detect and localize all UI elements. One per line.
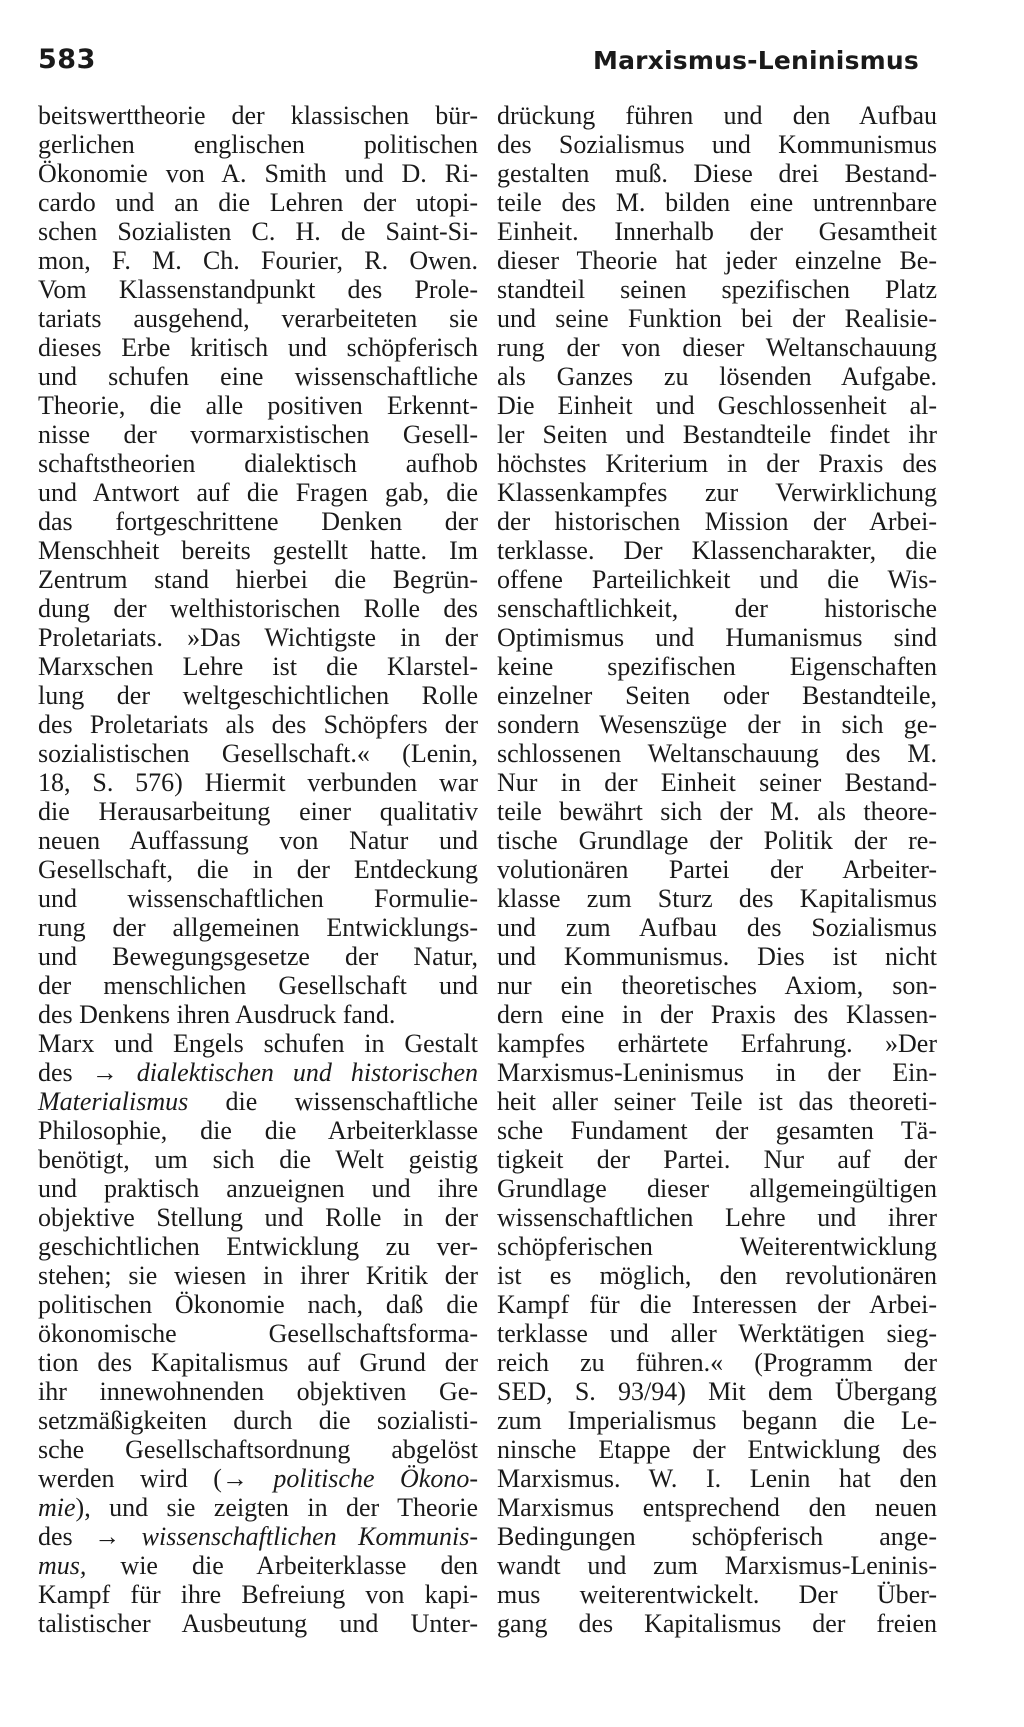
text-line: Theorie, die alle positiven Erkennt-	[38, 391, 478, 420]
text-line	[38, 1522, 478, 1551]
cross-reference-link[interactable]: mus,	[38, 1551, 87, 1580]
text-line: Proletariats. »Das Wichtigste in der	[38, 623, 478, 652]
text-line: der historischen Mission der Arbei-	[497, 507, 937, 536]
text-line: Bedingungen schöpferisch ange-	[497, 1522, 937, 1551]
text-line: ninsche Etappe der Entwicklung des	[497, 1435, 937, 1464]
text-line: politischen Ökonomie nach, daß die	[38, 1290, 478, 1319]
text-line: einzelner Seiten oder Bestandteile,	[497, 681, 937, 710]
text-line: und schufen eine wissenschaftliche	[38, 362, 478, 391]
text-line: geschichtlichen Entwicklung zu ver-	[38, 1232, 478, 1261]
text-line: Vom Klassenstandpunkt des Prole-	[38, 275, 478, 304]
text-line: dung der welthistorischen Rolle des	[38, 594, 478, 623]
text-line: dieses Erbe kritisch und schöpferisch	[38, 333, 478, 362]
text-line: setzmäßigkeiten durch die sozialisti-	[38, 1406, 478, 1435]
text-line: wissenschaftlichen Lehre und ihrer	[497, 1203, 937, 1232]
text-line: mon, F. M. Ch. Fourier, R. Owen.	[38, 246, 478, 275]
text-line: dieser Theorie hat jeder einzelne Be-	[497, 246, 937, 275]
text-line: und praktisch anzueignen und ihre	[38, 1174, 478, 1203]
text-line: des Sozialismus und Kommunismus	[497, 130, 937, 159]
text-line: ökonomische Gesellschaftsforma-	[38, 1319, 478, 1348]
text-line: als Ganzes zu lösenden Aufgabe.	[497, 362, 937, 391]
text-line: tion des Kapitalismus auf Grund der	[38, 1348, 478, 1377]
text-line: lung der weltgeschichtlichen Rolle	[38, 681, 478, 710]
text-line: sche Fundament der gesamten Tä-	[497, 1116, 937, 1145]
cross-reference-link[interactable]: Materialismus	[38, 1087, 189, 1116]
text-line: und Antwort auf die Fragen gab, die	[38, 478, 478, 507]
text-line: der menschlichen Gesellschaft und	[38, 971, 478, 1000]
text-line: schen Sozialisten C. H. de Saint-Si-	[38, 217, 478, 246]
text-line: und seine Funktion bei der Realisie-	[497, 304, 937, 333]
text-line: des Proletariats als des Schöpfers der	[38, 710, 478, 739]
text-line	[38, 1493, 478, 1522]
text-line: teile des M. bilden eine untrennbare	[497, 188, 937, 217]
text-line: gang des Kapitalismus der freien	[497, 1609, 937, 1638]
text-line: die Herausarbeitung einer qualitativ	[38, 797, 478, 826]
text-line: Marxismus-Leninismus in der Ein-	[497, 1058, 937, 1087]
text-line	[38, 1551, 478, 1580]
text-line	[38, 1464, 478, 1493]
text-line: schöpferischen Weiterentwicklung	[497, 1232, 937, 1261]
text-line: terklasse. Der Klassencharakter, die	[497, 536, 937, 565]
text-line: keine spezifischen Eigenschaften	[497, 652, 937, 681]
cross-reference-link[interactable]: mie	[38, 1493, 76, 1522]
text-line: nisse der vormarxistischen Gesell-	[38, 420, 478, 449]
text-line: klasse zum Sturz des Kapitalismus	[497, 884, 937, 913]
text-line: dern eine in der Praxis des Klassen-	[497, 1000, 937, 1029]
text-line: des Denkens ihren Ausdruck fand.	[38, 1000, 396, 1029]
text-line: ler Seiten und Bestandteile findet ihr	[497, 420, 937, 449]
text-line: objektive Stellung und Rolle in der	[38, 1203, 478, 1232]
text-line: beitswerttheorie der klassischen bür-	[38, 101, 478, 130]
text-line: 18, S. 576) Hiermit verbunden war	[38, 768, 478, 797]
text-line: kampfes erhärtete Erfahrung. »Der	[497, 1029, 937, 1058]
text-fragment: die wissenschaftliche	[225, 1087, 478, 1116]
text-line: gerlichen englischen politischen	[38, 130, 478, 159]
text-line: heit aller seiner Teile ist das theoreti-	[497, 1087, 937, 1116]
text-line: das fortgeschrittene Denken der	[38, 507, 478, 536]
text-line: reich zu führen.« (Programm der	[497, 1348, 937, 1377]
text-line: volutionären Partei der Arbeiter-	[497, 855, 937, 884]
text-line: sche Gesellschaftsordnung abgelöst	[38, 1435, 478, 1464]
text-line: Kampf für ihre Befreiung von kapi-	[38, 1580, 478, 1609]
text-fragment: werden wird (	[38, 1464, 222, 1493]
text-line	[38, 1087, 478, 1116]
text-line: Grundlage dieser allgemeingültigen	[497, 1174, 937, 1203]
text-fragment: des	[38, 1522, 73, 1551]
text-line	[38, 1058, 478, 1087]
cross-reference-arrow-icon: →	[91, 1058, 118, 1087]
text-line: Die Einheit und Geschlossenheit al-	[497, 391, 937, 420]
text-line: talistischer Ausbeutung und Unter-	[38, 1609, 478, 1638]
text-line: Marxschen Lehre ist die Klarstel-	[38, 652, 478, 681]
text-line: und zum Aufbau des Sozialismus	[497, 913, 937, 942]
text-line: Gesellschaft, die in der Entdeckung	[38, 855, 478, 884]
text-line: ist es möglich, den revolutionären	[497, 1261, 937, 1290]
text-line: Klassenkampfes zur Verwirklichung	[497, 478, 937, 507]
text-line: Marx und Engels schufen in Gestalt	[38, 1029, 478, 1058]
cross-reference-link[interactable]: wissenschaftlichen Kommunis-	[141, 1522, 478, 1551]
left-column	[38, 101, 478, 1638]
text-line: neuen Auffassung von Natur und	[38, 826, 478, 855]
text-line: Kampf für die Interessen der Arbei-	[497, 1290, 937, 1319]
text-line: und wissenschaftlichen Formulie-	[38, 884, 478, 913]
text-line: standteil seinen spezifischen Platz	[497, 275, 937, 304]
text-fragment: des	[38, 1058, 73, 1087]
text-line: offene Parteilichkeit und die Wis-	[497, 565, 937, 594]
text-line: Marxismus. W. I. Lenin hat den	[497, 1464, 937, 1493]
text-line: mus weiterentwickelt. Der Über-	[497, 1580, 937, 1609]
text-line: Nur in der Einheit seiner Bestand-	[497, 768, 937, 797]
text-line: höchstes Kriterium in der Praxis des	[497, 449, 937, 478]
page-number: 583	[38, 44, 96, 75]
cross-reference-arrow-icon: →	[221, 1464, 248, 1493]
text-line: zum Imperialismus begann die Le-	[497, 1406, 937, 1435]
text-line: schlossenen Weltanschauung des M.	[497, 739, 937, 768]
text-line: schaftstheorien dialektisch aufhob	[38, 449, 478, 478]
cross-reference-arrow-icon: →	[94, 1522, 121, 1551]
text-line: sozialistischen Gesellschaft.« (Lenin,	[38, 739, 478, 768]
text-line: tariats ausgehend, verarbeiteten sie	[38, 304, 478, 333]
text-line: tische Grundlage der Politik der re-	[497, 826, 937, 855]
text-line: rung der von dieser Weltanschauung	[497, 333, 937, 362]
text-line: Menschheit bereits gestellt hatte. Im	[38, 536, 478, 565]
text-fragment: wie die Arbeiterklasse den	[120, 1551, 479, 1580]
text-line: stehen; sie wiesen in ihrer Kritik der	[38, 1261, 478, 1290]
text-line: SED, S. 93/94) Mit dem Übergang	[497, 1377, 937, 1406]
text-line: wandt und zum Marxismus-Leninis-	[497, 1551, 937, 1580]
text-line: benötigt, um sich die Welt geistig	[38, 1145, 478, 1174]
text-line: Einheit. Innerhalb der Gesamtheit	[497, 217, 937, 246]
text-line: und Kommunismus. Dies ist nicht	[497, 942, 937, 971]
text-line: Philosophie, die die Arbeiterklasse	[38, 1116, 478, 1145]
text-line: gestalten muß. Diese drei Bestand-	[497, 159, 937, 188]
right-column	[497, 101, 937, 1638]
text-line: drückung führen und den Aufbau	[497, 101, 937, 130]
text-line: cardo und an die Lehren der utopi-	[38, 188, 478, 217]
text-fragment: ), und sie zeigten in der Theorie	[75, 1493, 478, 1522]
text-line: senschaftlichkeit, der historische	[497, 594, 937, 623]
text-line: nur ein theoretisches Axiom, son-	[497, 971, 937, 1000]
text-line: sondern Wesenszüge der in sich ge-	[497, 710, 937, 739]
running-head: Marxismus-Leninismus	[593, 46, 919, 75]
text-line: Optimismus und Humanismus sind	[497, 623, 937, 652]
text-line: ihr innewohnenden objektiven Ge-	[38, 1377, 478, 1406]
cross-reference-link[interactable]: dialektischen und historischen	[136, 1058, 479, 1087]
text-line: und Bewegungsgesetze der Natur,	[38, 942, 478, 971]
text-line: terklasse und aller Werktätigen sieg-	[497, 1319, 937, 1348]
text-line: Ökonomie von A. Smith und D. Ri-	[38, 159, 478, 188]
cross-reference-link[interactable]: politische Ökono-	[273, 1464, 478, 1493]
text-line: teile bewährt sich der M. als theore-	[497, 797, 937, 826]
text-line: Zentrum stand hierbei die Begrün-	[38, 565, 478, 594]
text-line: Marxismus entsprechend den neuen	[497, 1493, 937, 1522]
text-line: rung der allgemeinen Entwicklungs-	[38, 913, 478, 942]
text-line: tigkeit der Partei. Nur auf der	[497, 1145, 937, 1174]
